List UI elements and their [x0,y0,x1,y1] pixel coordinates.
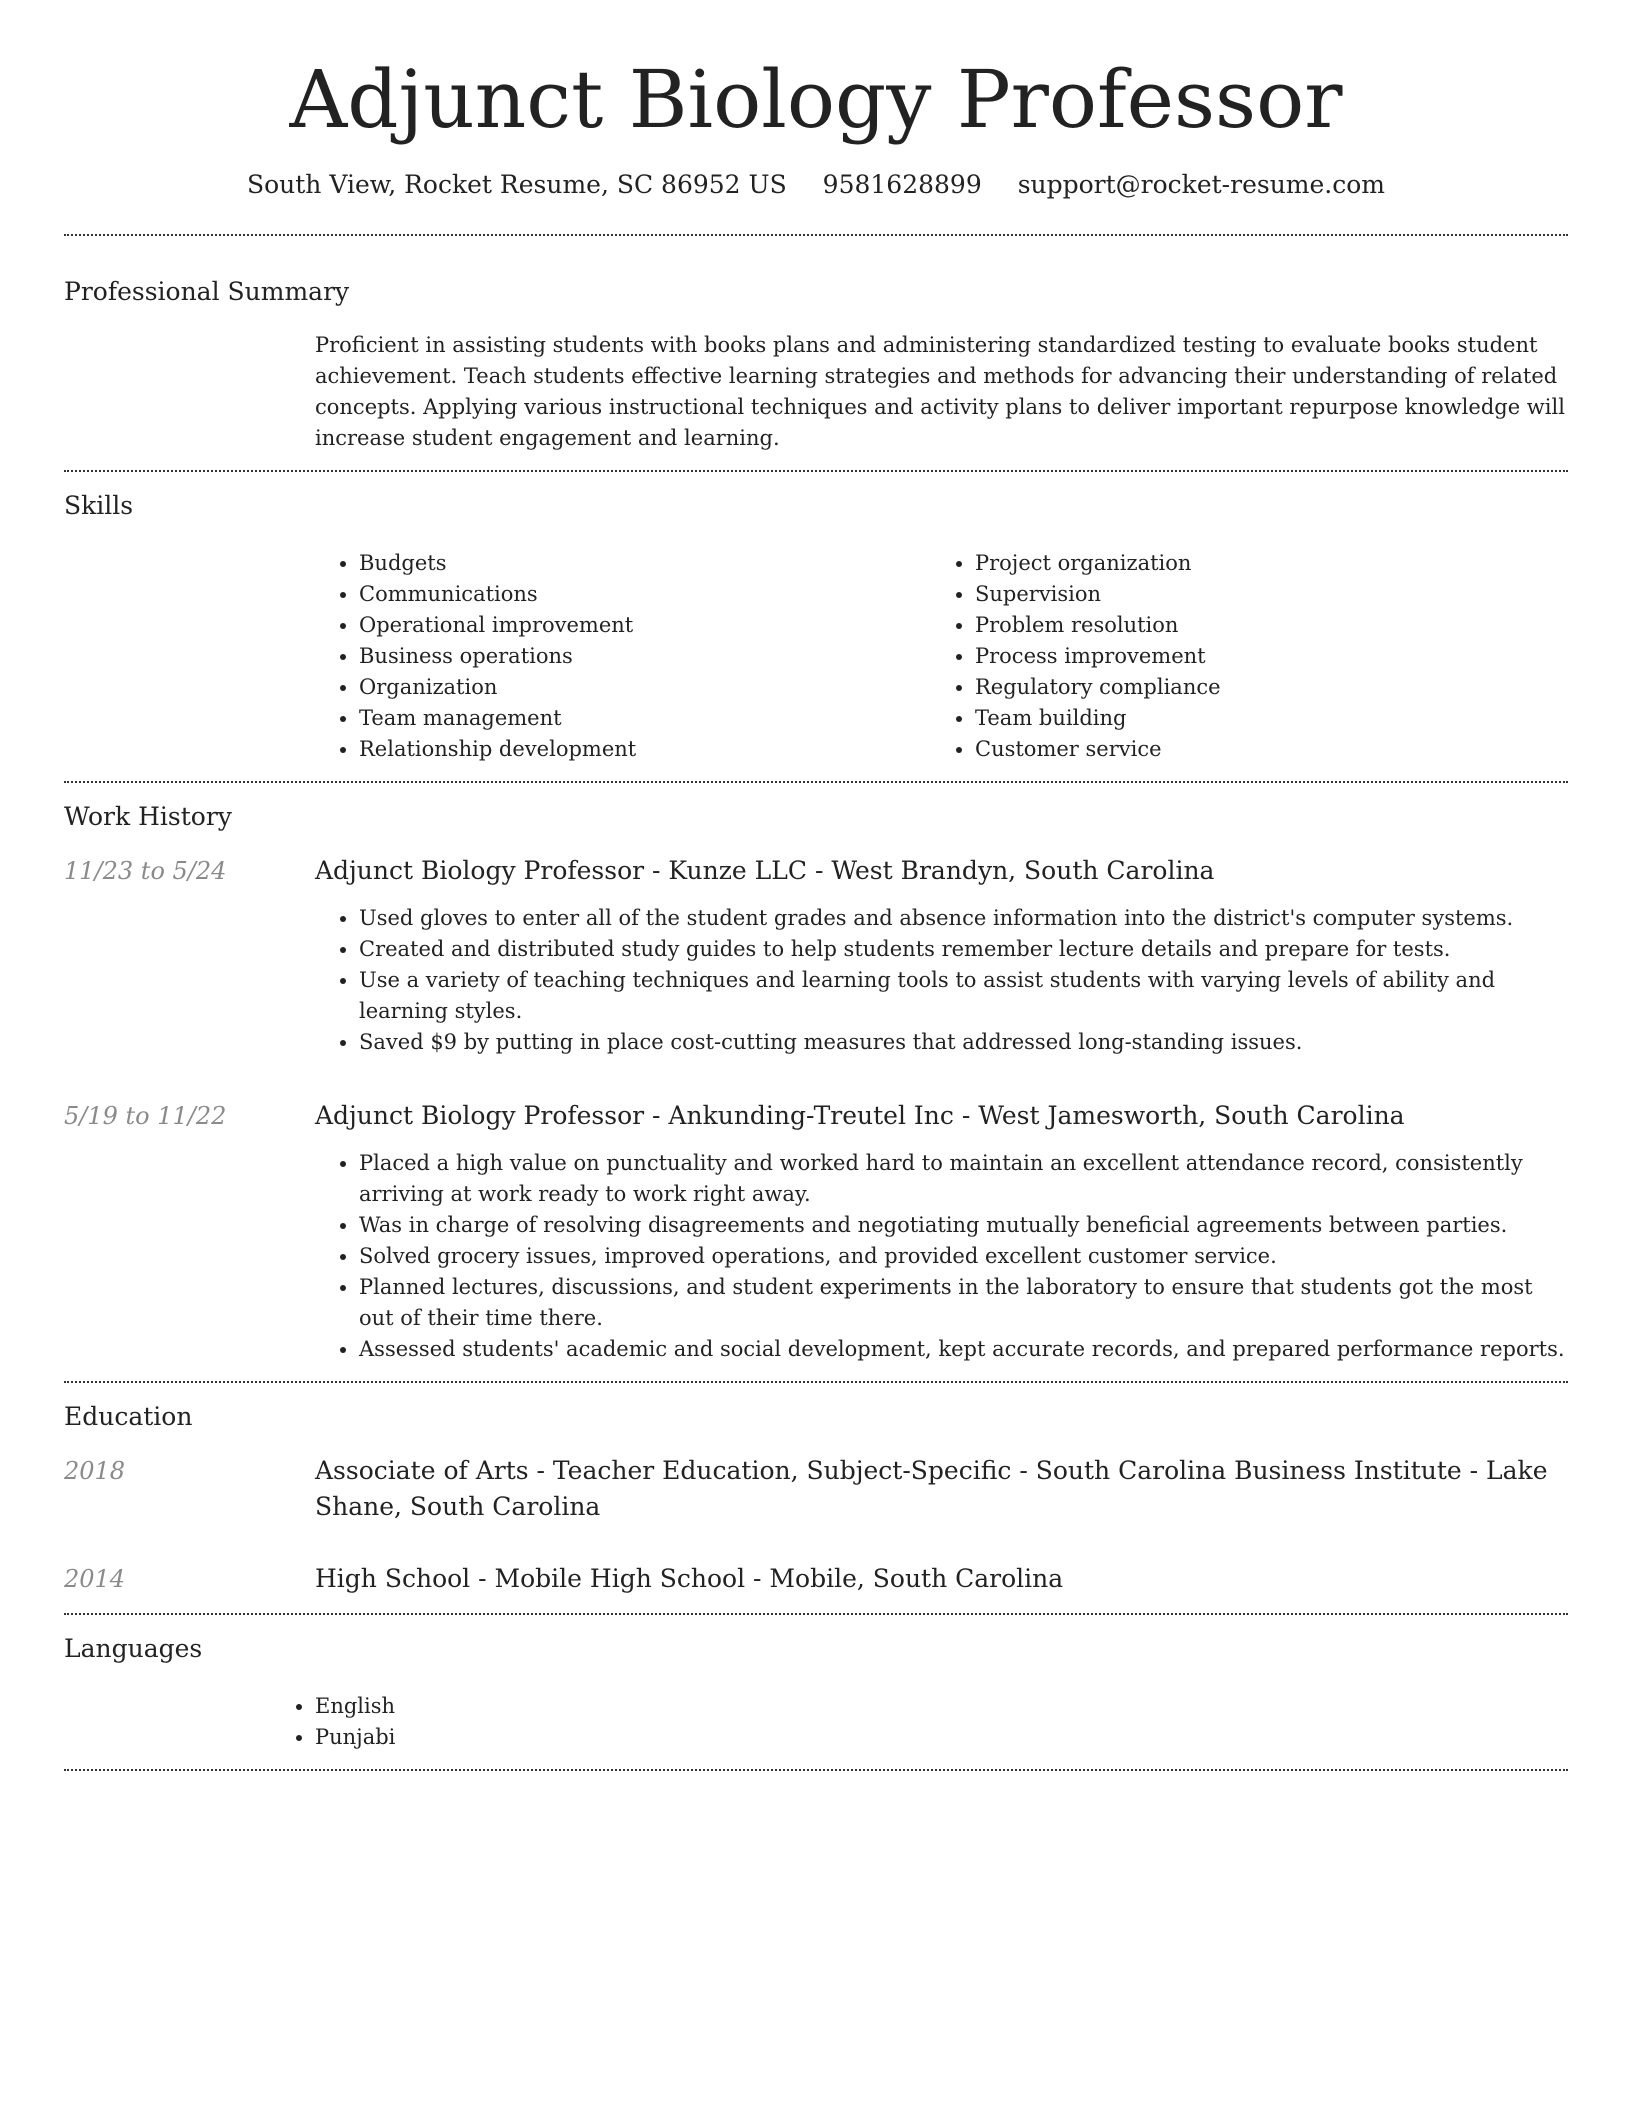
education-entry [64,1525,1568,1613]
resume-header [64,0,1568,202]
skills-grid [315,524,1568,781]
education-row [64,1561,1568,1597]
education-content [315,1561,1568,1597]
work-section [64,783,1568,1381]
skill-item: • Process improvement [975,641,1547,672]
job-bullet: • Was in charge of resolving disagreements and negotiating mutually beneficial agreements between parties. [359,1210,1568,1241]
language-item: • Punjabi [315,1722,1568,1753]
education-year: 2014 [64,1565,126,1593]
job-row [64,853,1568,1058]
contact-email: support@rocket-resume.com [1017,170,1385,199]
skill-item: • Relationship development [359,734,931,765]
job-title [315,853,1568,889]
skills-section [64,472,1568,781]
section-title-work: Work History [64,802,232,831]
skills-right-column [315,524,1568,781]
skill-item: • Team management [359,703,931,734]
job-bullet: • Created and distributed study guides to help students remember lecture details and prepare for tests. [359,934,1568,965]
job-bullet: • Saved $9 by putting in place cost-cutting measures that addressed long-standing issues. [359,1027,1568,1058]
job-dates: 11/23 to 5/24 [64,857,227,885]
contact-line [64,168,1568,202]
education-year: 2018 [64,1457,126,1485]
section-title-languages: Languages [64,1634,203,1663]
languages-left-column [64,1667,315,1769]
summary-right-column [315,310,1568,470]
job-row [64,1098,1568,1381]
skill-item: • Customer service [975,734,1547,765]
education-details: - South Carolina Business Institute - Lake Shane, South Carolina [315,1456,1548,1521]
skill-item: • Supervision [975,579,1547,610]
skills-column-1 [315,548,931,765]
skills-row [64,524,1568,781]
job-details: - Kunze LLC - West Brandyn, South Carolina [644,856,1215,885]
summary-section [64,236,1568,470]
job-content [315,853,1568,1058]
education-degree: Associate of Arts - Teacher Education, Subject-Specific [315,1456,1012,1485]
skill-item: • Business operations [359,641,931,672]
summary-row [64,310,1568,470]
languages-right-column [315,1667,1568,1769]
skill-item: • Communications [359,579,931,610]
education-title [315,1453,1568,1525]
skills-list-2 [931,548,1547,765]
divider [64,1769,1568,1771]
skill-item: • Organization [359,672,931,703]
language-item: • English [315,1691,1568,1722]
summary-text: Proficient in assisting students with books plans and administering standardized testing to evaluate books student achievement. Teach students effective learning strategies and methods for advancing their understanding of related concepts. Applying various instructional techniques and activity plans to deliver important repurpose knowledge will increase student engagement and learning. [315,333,1565,450]
job-bullet: • Used gloves to enter all of the student grades and absence information into the district's computer systems. [359,903,1568,934]
job-bullets [315,889,1568,1058]
education-title [315,1561,1568,1597]
contact-phone: 9581628899 [822,170,982,199]
skill-item: • Team building [975,703,1547,734]
job-entry [64,835,1568,1058]
education-section [64,1383,1568,1613]
job-entry [64,1058,1568,1381]
job-bullet: • Planned lectures, discussions, and student experiments in the laboratory to ensure that students got the most out of their time there. [359,1272,1568,1334]
candidate-name: Adjunct Biology Professor [289,53,1343,146]
job-role: Adjunct Biology Professor [315,856,645,885]
skill-item: • Operational improvement [359,610,931,641]
job-details: - Ankunding-Treutel Inc - West Jamesworth, South Carolina [644,1101,1405,1130]
section-title-education: Education [64,1402,193,1431]
education-row [64,1453,1568,1525]
job-bullets [315,1134,1568,1381]
contact-address: South View, Rocket Resume, SC 86952 US [246,170,787,199]
languages-list [315,1667,1568,1769]
job-bullet: • Assessed students' academic and social development, kept accurate records, and prepared performance reports. [359,1334,1568,1365]
section-title-summary: Professional Summary [64,277,350,306]
job-title [315,1098,1568,1134]
skill-item: • Budgets [359,548,931,579]
languages-row [64,1667,1568,1769]
education-degree: High School [315,1564,471,1593]
job-dates: 5/19 to 11/22 [64,1102,227,1130]
job-bullet: • Use a variety of teaching techniques and learning tools to assist students with varying levels of ability and learning styles. [359,965,1568,1027]
education-entry [64,1435,1568,1525]
section-title-skills: Skills [64,491,134,520]
skill-item: • Regulatory compliance [975,672,1547,703]
skills-column-2 [931,548,1547,765]
education-content [315,1453,1568,1525]
skill-item: • Project organization [975,548,1547,579]
job-bullet: • Solved grocery issues, improved operations, and provided excellent customer service. [359,1241,1568,1272]
summary-left-column [64,310,315,470]
job-content [315,1098,1568,1381]
education-details: - Mobile High School - Mobile, South Carolina [470,1564,1064,1593]
skill-item: • Problem resolution [975,610,1547,641]
skills-list-1 [315,548,931,765]
skills-left-column [64,524,315,781]
job-bullet: • Placed a high value on punctuality and worked hard to maintain an excellent attendance record, consistently arriving at work ready to work right away. [359,1148,1568,1210]
languages-section [64,1615,1568,1769]
job-role: Adjunct Biology Professor [315,1101,645,1130]
